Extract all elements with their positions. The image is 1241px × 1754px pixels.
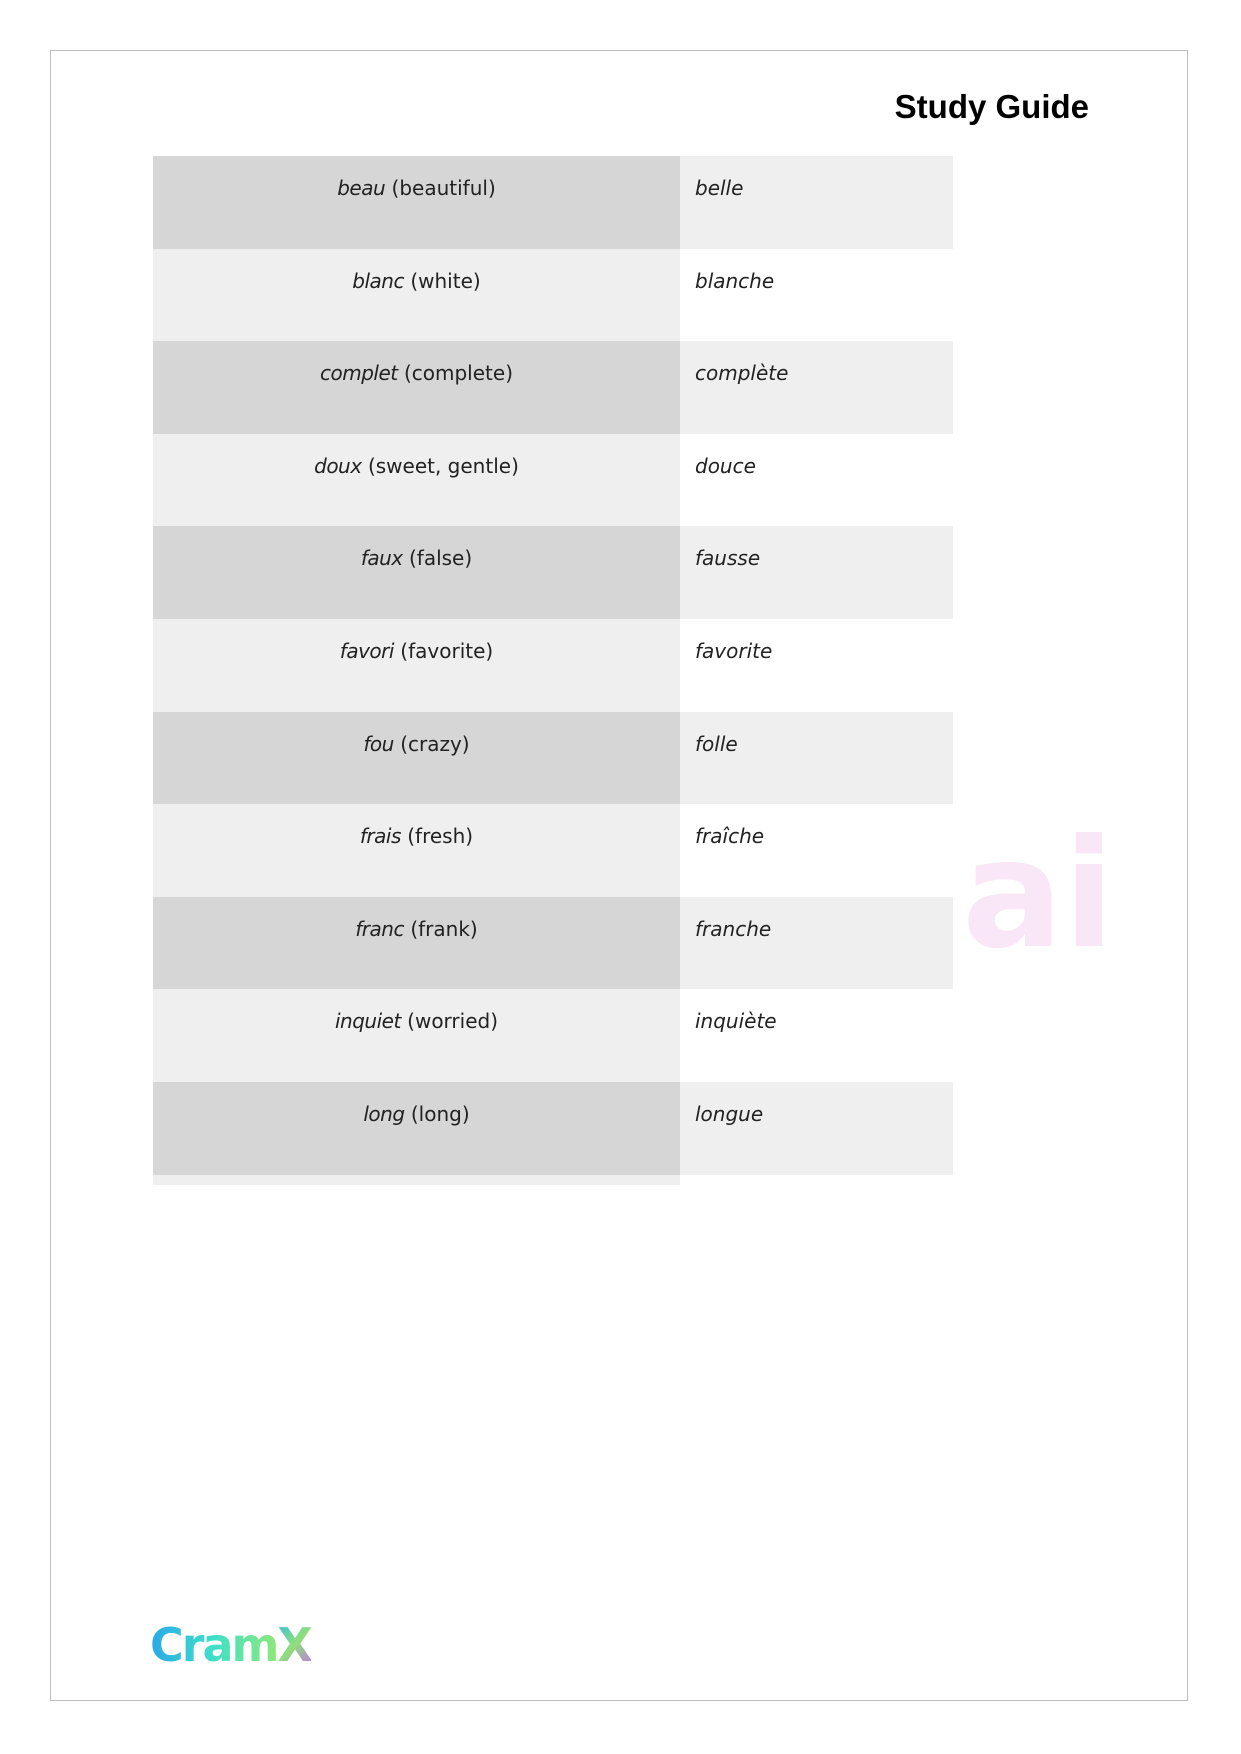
meaning: (long) [410,1101,470,1126]
feminine-form: blanche [695,268,775,293]
feminine-cell [680,249,953,342]
masculine-cell [153,804,680,897]
meaning: (white) [410,268,481,293]
table-row [153,341,953,434]
masculine-cell [153,341,680,434]
feminine-form: franche [695,916,772,941]
table-row [153,526,953,619]
masculine-cell [153,619,680,712]
feminine-form: longue [695,1101,764,1126]
watermark: ai [962,808,1115,982]
meaning: (fresh) [407,824,474,849]
table-bottom-strip [153,1175,680,1185]
feminine-form: belle [695,176,744,200]
logo-x: X [277,1618,311,1672]
table-row [153,249,953,342]
table-row [153,1082,953,1175]
feminine-form: complète [695,361,789,386]
table-row [153,156,953,249]
logo-text: Cram [150,1618,278,1672]
meaning: (crazy) [400,731,470,756]
feminine-cell [680,434,953,527]
table-row [153,897,953,990]
meaning: (worried) [407,1009,499,1034]
masculine-form: long [363,1101,405,1126]
adjective-table [153,156,953,1185]
meaning: (complete) [403,361,513,386]
meaning: (frank) [410,916,478,941]
masculine-form: beau [337,176,386,200]
table-row [153,434,953,527]
feminine-cell [680,341,953,434]
feminine-cell [680,712,953,805]
feminine-form: douce [695,453,756,478]
masculine-form: fou [363,731,394,756]
feminine-form: fausse [695,546,761,571]
page-title: Study Guide [894,88,1089,125]
masculine-form: blanc [352,268,404,293]
masculine-cell [153,249,680,342]
table-row [153,804,953,897]
masculine-form: frais [359,824,401,849]
feminine-cell [680,156,953,249]
meaning: (beautiful) [391,176,496,200]
meaning: (favorite) [400,638,494,663]
masculine-form: franc [355,916,404,941]
masculine-cell [153,989,680,1082]
feminine-cell [680,526,953,619]
feminine-cell [680,619,953,712]
masculine-cell [153,1082,680,1175]
table-row [153,989,953,1082]
masculine-cell [153,712,680,805]
table-row [153,712,953,805]
feminine-form: folle [695,731,738,756]
feminine-cell [680,897,953,990]
masculine-form: doux [314,453,362,478]
masculine-form: inquiet [334,1009,401,1034]
masculine-cell [153,526,680,619]
masculine-cell [153,156,680,249]
masculine-cell [153,897,680,990]
feminine-form: inquiète [695,1009,777,1034]
feminine-form: fraîche [695,824,765,849]
feminine-cell [680,989,953,1082]
masculine-cell [153,434,680,527]
meaning: (sweet, gentle) [367,453,519,478]
meaning: (false) [408,546,473,571]
feminine-cell [680,804,953,897]
feminine-form: favorite [695,638,773,663]
masculine-form: favori [339,638,394,663]
feminine-cell [680,1082,953,1175]
table-row [153,619,953,712]
masculine-form: faux [360,546,403,571]
masculine-form: complet [319,361,398,386]
cramx-logo [150,1618,311,1672]
